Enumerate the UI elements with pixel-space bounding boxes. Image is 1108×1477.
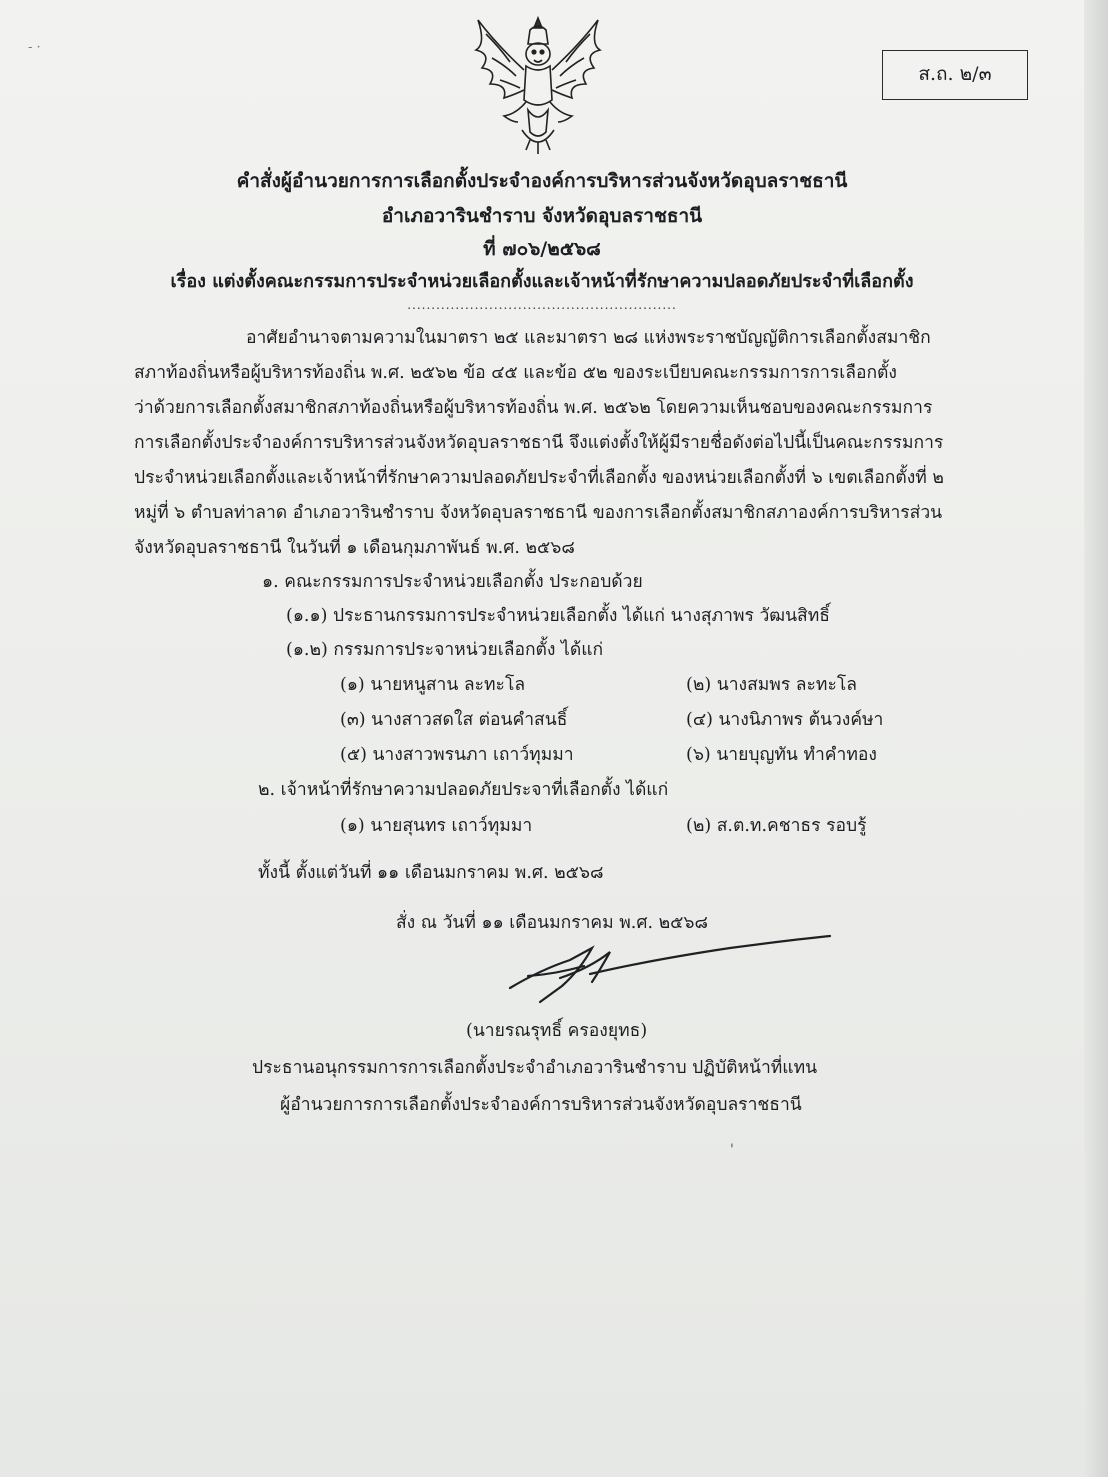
background-edge (1082, 0, 1108, 1477)
signer-name: (นายรณรุทธิ์ ครองยุทธ) (466, 1021, 648, 1041)
committee-member: (๖) นายบุญทัน ทำคำทอง (686, 745, 877, 765)
body-line: ว่าด้วยการเลือกตั้งสมาชิกสภาท้องถิ่นหรือผู้บริหารท้องถิ่น พ.ศ. ๒๕๖๒ โดยความเห็นชอบของคณะกรรมการ (134, 398, 933, 418)
separator: ........................................................ (407, 298, 677, 312)
committee-member: (๕) นางสาวพรนภา เถาว์ทุมมา (340, 745, 574, 765)
committee-member: (๔) นางนิภาพร ต้นวงค์ษา (686, 710, 884, 730)
body-line: อาศัยอำนาจตามความในมาตรา ๒๕ และมาตรา ๒๘ แห่งพระราชบัญญัติการเลือกตั้งสมาชิก (246, 328, 931, 348)
order-number: ที่ ๗๐๖/๒๕๖๘ (483, 238, 601, 260)
body-line: หมู่ที่ ๖ ตำบลท่าลาด อำเภอวารินชำราบ จังหวัดอุบลราชธานี ของการเลือกตั้งสมาชิกสภาองค์การบริหารส่วน (134, 503, 943, 523)
signer-title: ประธานอนุกรรมการการเลือกตั้งประจำอำเภอวารินชำราบ ปฏิบัติหน้าที่แทน (252, 1058, 818, 1078)
form-code-box: ส.ถ. ๒/๓ (882, 50, 1028, 100)
order-date: สั่ง ณ วันที่ ๑๑ เดือนมกราคม พ.ศ. ๒๕๖๘ (396, 913, 708, 933)
chairperson-line: (๑.๑) ประธานกรรมการประจำหน่วยเลือกตั้ง ได้แก่ นางสุภาพร วัฒนสิทธิ์ (286, 606, 830, 626)
paper-speck: ' (730, 1142, 734, 1158)
order-title: คำสั่งผู้อำนวยการการเลือกตั้งประจำองค์การบริหารส่วนจังหวัดอุบลราชธานี (236, 170, 848, 192)
stray-marks: - · (28, 40, 41, 55)
garuda-emblem-icon (456, 14, 620, 156)
effective-date: ทั้งนี้ ตั้งแต่วันที่ ๑๑ เดือนมกราคม พ.ศ. ๒๕๖๘ (258, 863, 604, 883)
signer-title: ผู้อำนวยการการเลือกตั้งประจำองค์การบริหารส่วนจังหวัดอุบลราชธานี (280, 1095, 802, 1115)
body-line: สภาท้องถิ่นหรือผู้บริหารท้องถิ่น พ.ศ. ๒๕๖๒ ข้อ ๔๕ และข้อ ๕๒ ของระเบียบคณะกรรมการการเลือกตั้ง (134, 363, 897, 383)
section1-title: ๑. คณะกรรมการประจำหน่วยเลือกตั้ง ประกอบด้วย (262, 572, 643, 592)
section2-title: ๒. เจ้าหน้าที่รักษาความปลอดภัยประจาที่เลือกตั้ง ได้แก่ (258, 780, 669, 800)
committee-member: (๒) นางสมพร ละทะโล (686, 675, 857, 695)
body-line: การเลือกตั้งประจำองค์การบริหารส่วนจังหวัดอุบลราชธานี จึงแต่งตั้งให้ผู้มีรายชื่อดังต่อไปนี้เป็นคณะกรรมการ (134, 433, 944, 453)
subject-line: เรื่อง แต่งตั้งคณะกรรมการประจำหน่วยเลือกตั้งและเจ้าหน้าที่รักษาความปลอดภัยประจำที่เลือกตั้ง (170, 271, 914, 292)
district-line: อำเภอวารินชำราบ จังหวัดอุบลราชธานี (381, 205, 703, 227)
committee-member: (๓) นางสาวสดใส ต่อนคำสนธิ์ (340, 710, 568, 730)
body-line: จังหวัดอุบลราชธานี ในวันที่ ๑ เดือนกุมภาพันธ์ พ.ศ. ๒๕๖๘ (134, 538, 575, 558)
members-title: (๑.๒) กรรมการประจาหน่วยเลือกตั้ง ได้แก่ (286, 640, 604, 660)
committee-member: (๑) นายหนูสาน ละทะโล (340, 675, 526, 695)
security-member: (๒) ส.ต.ท.คชาธร รอบรู้ (686, 816, 867, 836)
security-member: (๑) นายสุนทร เถาว์ทุมมา (340, 816, 533, 836)
signature-icon (500, 930, 840, 1005)
body-line: ประจำหน่วยเลือกตั้งและเจ้าหน้าที่รักษาความปลอดภัยประจำที่เลือกตั้ง ของหน่วยเลือกตั้งที่ ๖ เขตเลือกตั้งที่ ๒ (134, 468, 944, 488)
